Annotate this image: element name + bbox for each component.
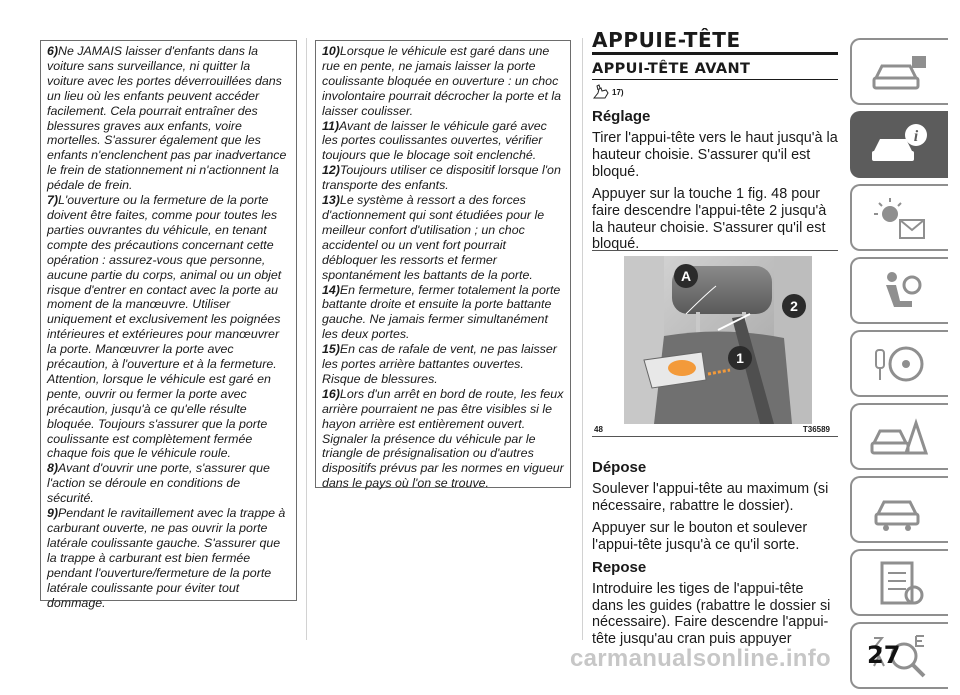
repose-paragraph-1: Introduire les tiges de l'appui-tête dans les guides (rabattre le dossier si nécessaire). Faire descendre l'appui-tête jusqu'au cran puis appuyer (592, 580, 831, 648)
repose-heading: Repose (592, 558, 647, 576)
tab-starting-driving[interactable] (850, 330, 948, 397)
tab-vehicle-info[interactable] (850, 111, 948, 178)
figure-code: T36589 (802, 425, 830, 434)
column-divider (306, 38, 307, 640)
figure-label-1: 1 (736, 350, 744, 366)
note-12: 12)Toujours utiliser ce dispositif lorsque l'on transporte des enfants. (322, 163, 561, 193)
note-14: 14)En fermeture, fermer totalement la porte battante droite et ensuite la porte battante gauche. Ne jamais fermer simultanément les deux portes. (322, 282, 561, 342)
warning-notes-box-left (40, 40, 297, 610)
figure-48 (592, 250, 838, 437)
tab-safety[interactable] (850, 257, 948, 324)
chapter-tabs (850, 38, 948, 695)
svg-text:i: i (913, 127, 919, 145)
reglage-paragraph-2: Appuyer sur la touche 1 fig. 48 pour faire descendre l'appui-tête 2 jusqu'à la hauteur choisie. S'assurer qu'il est bloqué. (592, 185, 827, 253)
headrest-section-continued (592, 455, 838, 653)
note-6: 6)Ne JAMAIS laisser d'enfants dans la voiture sans surveillance, ni quitter la voiture avec les portes déverrouillées dans un lieu où les enfants peuvent accéder facilement. Cela pourrait entraîner des blessures graves aux enfants, voire mortelles. S'assurer également que les enfants n'enclenchent pas par inadvertance le frein de stationnement ni n'actionnent la pédale de frein. (47, 44, 287, 193)
reglage-paragraph-1: Tirer l'appui-tête vers le haut jusqu'à la hauteur choisie. S'assurer qu'il est bloqué. (592, 130, 838, 180)
warning-notes-box-middle (315, 40, 571, 491)
note-11: 11)Avant de laisser le véhicule garé avec les portes coulissantes ouvertes, vérifier toujours que le blocage soit enclenché. (322, 118, 547, 163)
headrest-photo (624, 256, 812, 424)
title-rule (592, 52, 838, 55)
key-steering-icon (870, 340, 930, 388)
note-13: 13)Le système à ressort a des forces d'actionnement qui sont étudiées pour le meilleur confort d'utilisation ; un choc accidentel ou un vent fort pourrait débloquer les ressorts et fermer spontanément les battants de la porte. (322, 193, 545, 282)
note-16: 16)Lors d'un arrêt en bord de route, les feux arrière pourraient ne pas être visibles si le hayon arrière est entièrement ouvert. Signaler la présence du véhicule par le triangle de présignalisation ou d'autres dispositifs prévus par les normes en vigueur dans le pays où l'on se trouve. (322, 386, 564, 491)
watermark: carmanualsonline.info (570, 645, 832, 672)
note-15: 15)En cas de rafale de vent, ne pas laisser les portes arrière battantes ouvertes. Risque de blessures. (322, 342, 557, 386)
headrest-section (592, 28, 838, 258)
car-dashboard-icon (870, 48, 930, 96)
subsection-title: APPUI-TÊTE AVANT (592, 61, 751, 77)
car-breakdown-icon (870, 413, 930, 461)
airbag-seat-icon (870, 267, 930, 315)
note-7: 7)L'ouverture ou la fermeture de la porte doivent être faites, comme pour toutes les parties ouvrantes du véhicule, en tenant compte des précautions concernant cette opération : assurez-vous que personne, aucune partie du corps, animal ou un objet risque d'entrer en contact avec la porte au moment de la manœuvre. Utiliser uniquement et exclusivement les poignées intérieures et extérieures pour manœuvrer la porte. Manœuvrer la porte avec précaution, à l'ouverture et à la fermeture. Attention, lorsque le véhicule est garé en pente, ouvrir ou fermer la porte avec précaution, jusqu'à ce qu'elle résulte bloquée. Toujours s'assurer que la porte coulissante est complètement fermée chaque fois que le véhicule roule. (47, 193, 282, 461)
car-service-icon (870, 486, 930, 534)
specifications-icon (870, 559, 930, 607)
section-title: APPUIE-TÊTE (592, 28, 741, 52)
warning-reference (592, 84, 838, 104)
column-divider (582, 38, 583, 640)
depose-paragraph-2: Appuyer sur le bouton et soulever l'appui-tête jusqu'à ce qu'il sorte. (592, 519, 808, 553)
reglage-heading: Réglage (592, 108, 651, 125)
tab-maintenance[interactable] (850, 476, 948, 543)
depose-paragraph-1: Soulever l'appui-tête au maximum (si nécessaire, rabattre le dossier). (592, 481, 829, 514)
tab-dashboard[interactable] (850, 38, 948, 105)
note-9: 9)Pendant le ravitaillement avec la trappe à carburant ouverte, ne pas ouvrir la porte latérale coulissante gauche. S'assurer que la trappe à carburant est bien fermée pendant l'ouverture/fermeture de la porte latérale coulissante pour éviter tout dommage. (47, 506, 286, 610)
figure-label-a: A (680, 268, 692, 284)
car-info-icon (870, 121, 930, 169)
warning-hand-icon (592, 84, 610, 100)
page-number: 27 (867, 641, 901, 669)
tab-warning-lights[interactable] (850, 184, 948, 251)
warning-light-icon (870, 194, 930, 242)
reference-number: 17) (612, 88, 624, 97)
subtitle-rule (592, 79, 838, 80)
note-8: 8)Avant d'ouvrir une porte, s'assurer que l'action se déroule en conditions de sécurité. (47, 461, 270, 506)
tab-specifications[interactable] (850, 549, 948, 616)
note-10: 10)Lorsque le véhicule est garé dans une rue en pente, ne jamais laisser la porte coulissante bloquée en ouverture : un choc involontaire pourrait décrocher la porte et la laisser coulisser. (322, 44, 561, 118)
depose-heading: Dépose (592, 459, 647, 476)
figure-label-2: 2 (790, 298, 798, 314)
figure-number: 48 (594, 425, 603, 434)
tab-emergency[interactable] (850, 403, 948, 470)
